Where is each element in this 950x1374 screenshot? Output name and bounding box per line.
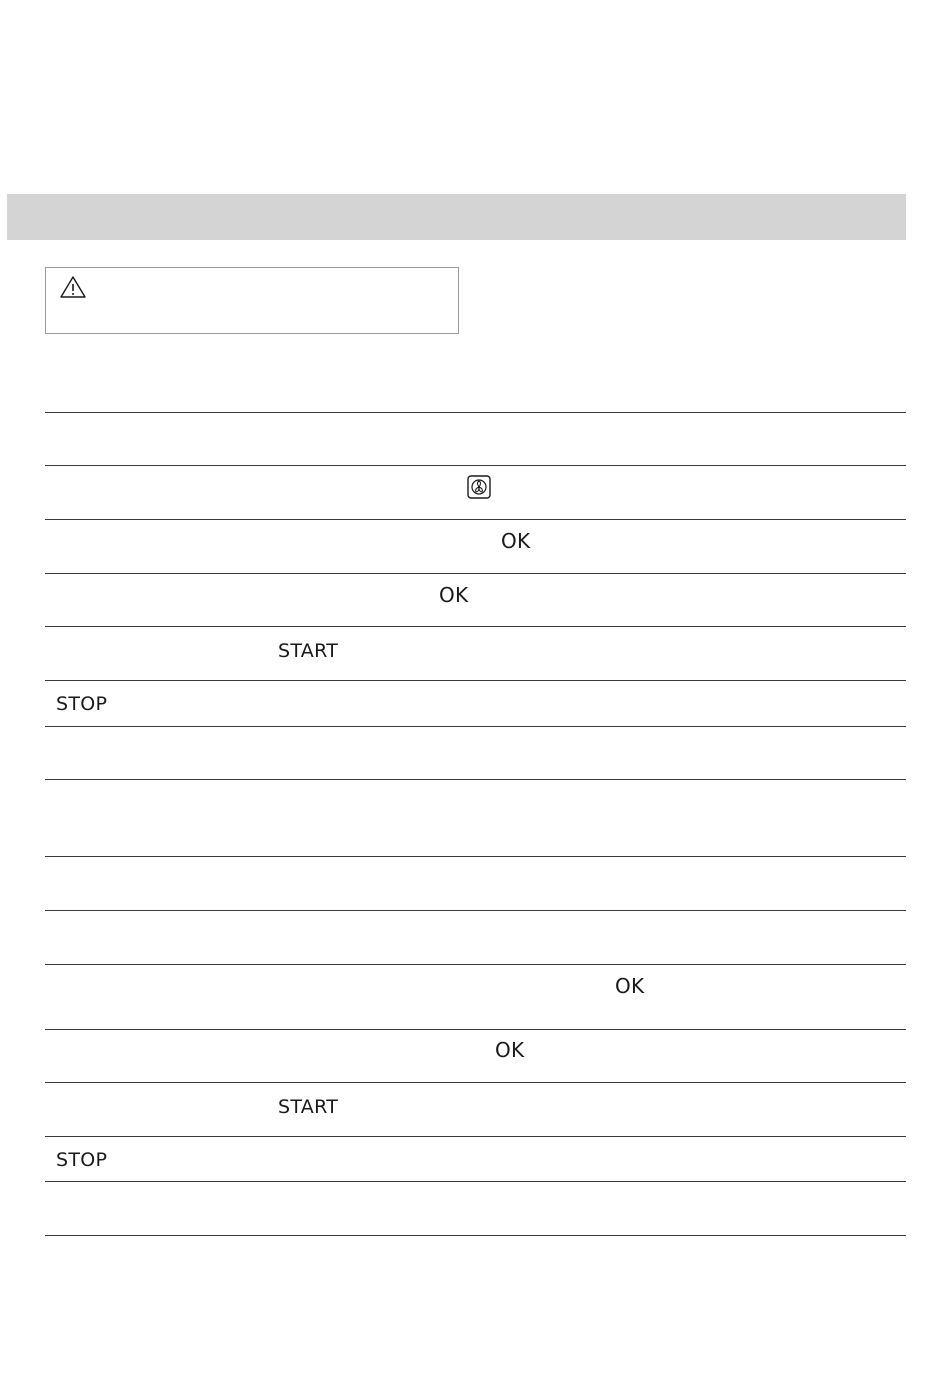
table-rule [45, 726, 906, 727]
warning-box [45, 267, 459, 334]
stop-key-label: STOP [56, 693, 108, 715]
section-header-bar [7, 194, 906, 240]
table-rule [45, 573, 906, 574]
table-rule [45, 465, 906, 466]
table-rule [45, 856, 906, 857]
table-rule [45, 626, 906, 627]
table-rule [45, 1136, 906, 1137]
table-rule [45, 680, 906, 681]
start-key-label: START [278, 640, 339, 662]
table-rule [45, 519, 906, 520]
table-rule [45, 1235, 906, 1236]
table-rule [45, 964, 906, 965]
ok-key-label: OK [439, 583, 469, 607]
table-rule [45, 1082, 906, 1083]
ok-key-label: OK [501, 529, 531, 553]
table-rule [45, 910, 906, 911]
table-rule [45, 1029, 906, 1030]
table-rule [45, 1181, 906, 1182]
fan-key-icon [467, 475, 491, 499]
table-rule [45, 412, 906, 413]
warning-triangle-icon [59, 275, 87, 299]
table-rule [45, 779, 906, 780]
ok-key-label: OK [495, 1038, 525, 1062]
ok-key-label: OK [615, 974, 645, 998]
start-key-label: START [278, 1096, 339, 1118]
stop-key-label: STOP [56, 1149, 108, 1171]
